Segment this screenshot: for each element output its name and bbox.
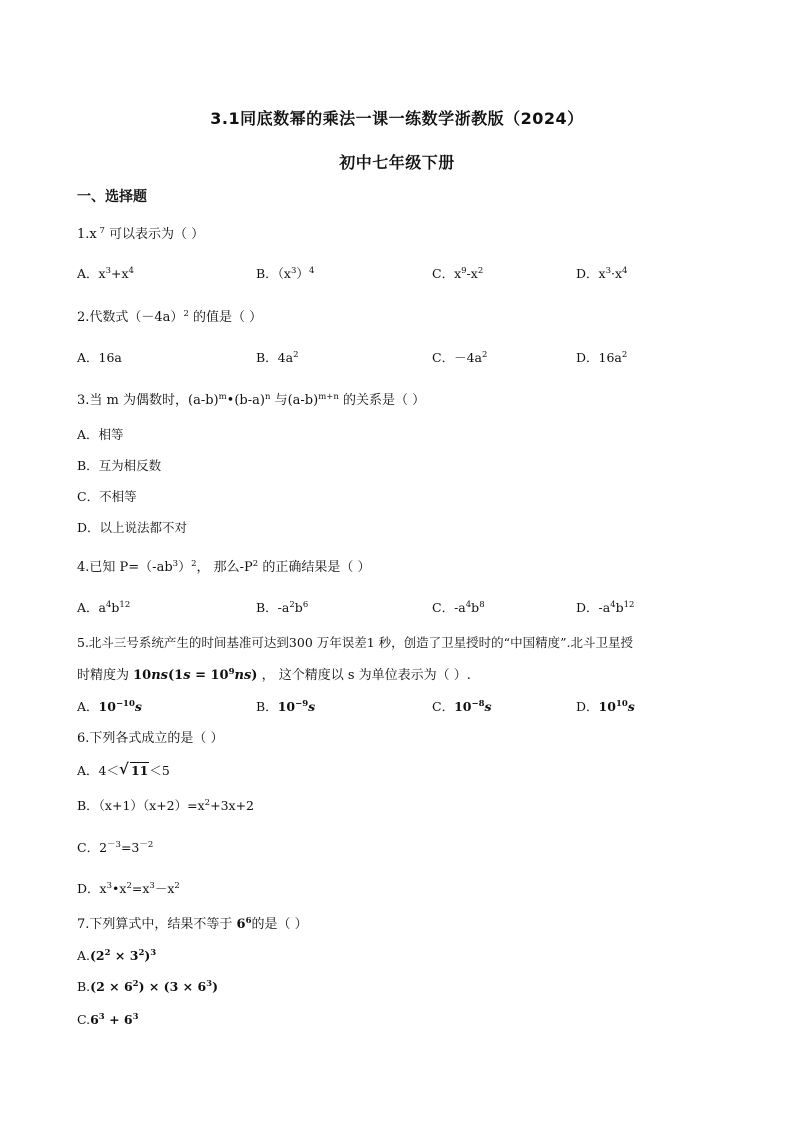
question-6-option-b: B．$(x+1)(x+2)=x^2+3x+2$ (77, 798, 254, 813)
question-1-option-d: D．$x^3\cdot x^4$ (576, 266, 628, 281)
question-7-option-b: $B.(2 \times 6^2) \times (3 \times 6^3)$ (77, 979, 219, 994)
question-7: 7.下列算式中，结果不等于 $6^6$的是（ ） (77, 916, 308, 932)
question-3-option-c: C．不相等 (77, 489, 137, 504)
square-root-icon: √ (118, 760, 129, 778)
question-1-option-a: A．$x^3+x^4$ (77, 266, 134, 281)
question-1: 1.x $^7$ 可以表示为（ ） (77, 226, 205, 242)
question-6-option-c: C．$2^{-3}=3^{-2}$ (77, 840, 154, 855)
section-heading: 一、选择题 (77, 189, 147, 205)
question-2-option-c: C．$-4a^2$ (432, 350, 488, 365)
question-3-option-a: A．相等 (77, 427, 124, 442)
question-2-option-a: A．16a (77, 350, 122, 365)
question-2: 2.代数式$(-4a)^2$ 的值是（ ） (77, 309, 263, 325)
question-3-option-b: B．互为相反数 (77, 458, 162, 473)
question-1-option-b: B．$(x^3)^4$ (256, 266, 315, 281)
question-1-option-c: C．$x^9-x^2$ (432, 266, 484, 281)
question-5-option-a: A．$10^{-10}s$ (77, 699, 142, 714)
document-subtitle: 初中七年级下册 (339, 153, 455, 172)
question-2-option-b: B．$4a^2$ (256, 350, 299, 365)
question-5-option-b: B．$10^{-9}s$ (256, 699, 316, 714)
question-7-option-c: $C.6^3 + 6^3$ (77, 1012, 139, 1027)
question-5-option-c: C．$10^{-8}s$ (432, 699, 492, 714)
question-3: 3.当 m 为偶数时，$(a-b)^m•(b-a)^n$ 与$(a-b)^{m+n}$ 的关系是（ ） (77, 392, 426, 408)
question-4-option-a: A．$a^4b^{12}$ (77, 600, 131, 615)
question-3-option-d: D．以上说法都不对 (77, 520, 188, 535)
question-4-option-b: B．$-a^2b^6$ (256, 600, 309, 615)
question-4-option-c: C．$-a^4b^8$ (432, 600, 485, 615)
question-4: 4.已知 $P=(-ab^3)^2$， 那么$-P^2$ 的正确结果是（ ） (77, 559, 371, 575)
question-5-option-d: D．$10^{10}s$ (576, 699, 635, 714)
question-7-option-a: $A.(2^2 \times 3^2)^3$ (77, 948, 157, 963)
question-6: 6.下列各式成立的是（ ） (77, 731, 224, 746)
question-5-line-1: 5.北斗三号系统产生的时间基准可达到300 万年误差1 秒，创造了卫星授时的“中国精度”.北斗卫星授 (77, 635, 633, 650)
question-5-line-2: 时精度为 $10ns(1s = 10^9ns)$ ， 这个精度以 s 为单位表示为（ ）. (77, 667, 471, 683)
question-6-option-d: D．$x^3•x^2=x^3-x^2$ (77, 881, 180, 896)
question-2-option-d: D．$16a^2$ (576, 350, 628, 365)
question-6-option-a: A．4＜ √ 11＜5 (77, 760, 170, 778)
question-4-option-d: D．$-a^4b^{12}$ (576, 600, 635, 615)
document-title: 3.1同底数幂的乘法一课一练数学浙教版（2024） (210, 109, 584, 128)
